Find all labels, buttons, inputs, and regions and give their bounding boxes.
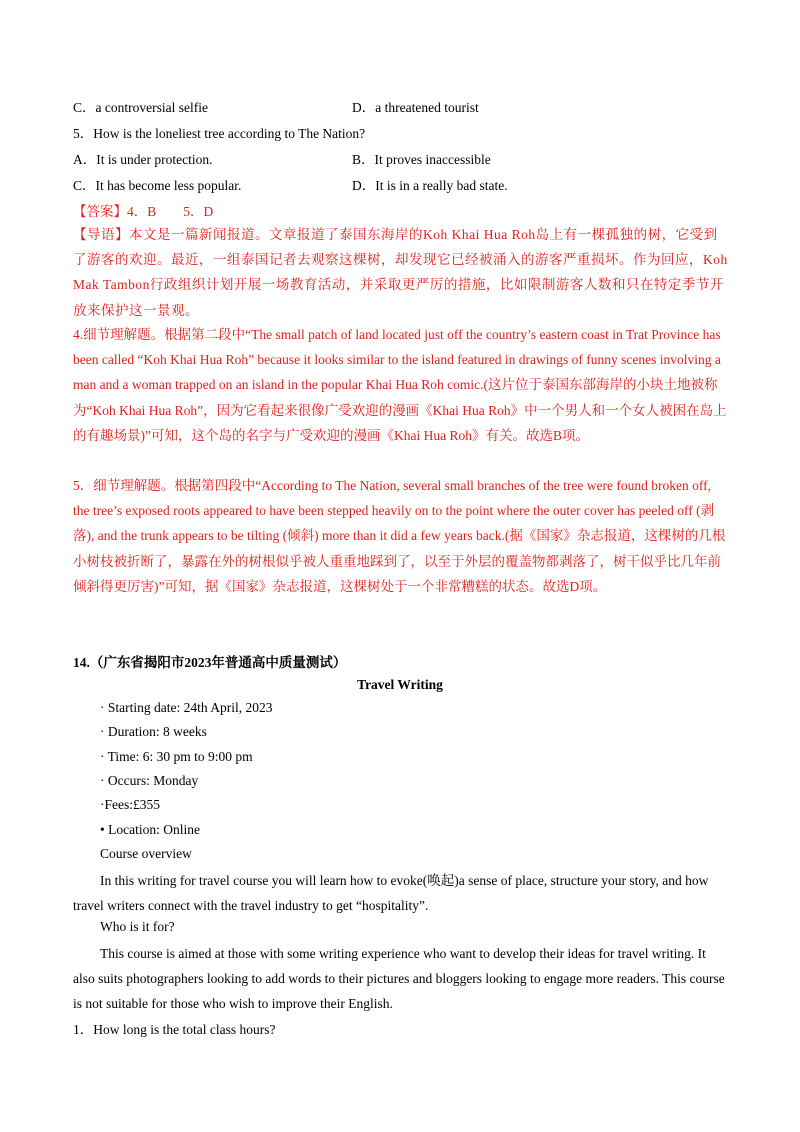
q5-option-b: B．It proves inaccessible	[352, 152, 491, 167]
who-heading: Who is it for?	[100, 919, 175, 934]
q5-option-d: D．It is in a really bad state.	[352, 178, 508, 193]
info-occurs: · Occurs: Monday	[100, 773, 199, 788]
info-fees: ·Fees:£355	[100, 797, 160, 812]
info-starting-date: · Starting date: 24th April, 2023	[100, 700, 273, 715]
q4-option-c: C．a controversial selfie	[73, 100, 208, 115]
overview-heading: Course overview	[100, 846, 192, 861]
q5-question: 5．How is the loneliest tree according to The Nation?	[73, 126, 366, 141]
info-duration: · Duration: 8 weeks	[100, 724, 207, 739]
info-time: · Time: 6: 30 pm to 9:00 pm	[100, 749, 253, 764]
passage-title: Travel Writing	[357, 677, 443, 692]
who-text: This course is aimed at those with some writing experience who want to develop their ideas for travel writing. It also suits photographers looking to add words to their pictures and bloggers looking to engage more readers. This course is not suitable for those who wish to improve their English.	[73, 946, 725, 1012]
explanation-4: 4.细节理解题。根据第二段中“The small patch of land located just off the country’s eastern coast in Trat Province has been called “Koh Khai Hua Roh” because it looks similar to the island featured in drawings of funny scenes involving a man and a woman trapped on an island in the popular Khai Hua Roh comic.(这片位于泰国东部海岸的小块土地被称为“Koh Khai Hua Roh”，因为它看起来很像广受欢迎的漫画《Khai Hua Roh》中一个男人和一个女人被困在岛上的有趣场景)”可知，这个岛的名字与广受欢迎的漫画《Khai Hua Roh》有关。故选B项。	[73, 327, 727, 443]
q4-option-d: D．a threatened tourist	[352, 100, 479, 115]
q5-option-a: A．It is under protection.	[73, 152, 213, 167]
answer-line: 【答案】4．B 5．D	[73, 204, 214, 219]
q5-option-c: C．It has become less popular.	[73, 178, 242, 193]
guide-paragraph: 【导语】本文是一篇新闻报道。文章报道了泰国东海岸的Koh Khai Hua Roh岛上有一棵孤独的树，它受到了游客的欢迎。最近，一组泰国记者去观察这棵树，却发现它已经被涌入的游客严重损坏。作为回应，Koh Mak Tambon行政组织计划开展一场教育活动，并采取更严厉的措施，比如限制游客人数和只在特定季节开放来保护这一景观。	[73, 227, 728, 318]
explanation-5: 5．细节理解题。根据第四段中“According to The Nation, several small branches of the tree were found broken off, the tree’s exposed roots appeared to have been stepped heavily on to the point where the outer cover has peeled off (剥落), and the trunk appears to be tilting (倾斜) more than it did a few years back.(据《国家》杂志报道，这棵树的几根小树枝被折断了，暴露在外的树根似乎被人重重地踩到了，以至于外层的覆盖物都剥落了，树干似乎比几年前倾斜得更厉害)”可知，据《国家》杂志报道，这棵树处于一个非常糟糕的状态。故选D项。	[73, 478, 726, 594]
question-1: 1．How long is the total class hours?	[73, 1022, 276, 1037]
overview-text: In this writing for travel course you will learn how to evoke(唤起)a sense of place, structure your story, and how travel writers connect with the travel industry to get “hospitality”.	[73, 873, 709, 914]
info-location: • Location: Online	[100, 822, 200, 837]
question-14-heading: 14.（广东省揭阳市2023年普通高中质量测试）	[73, 655, 347, 670]
